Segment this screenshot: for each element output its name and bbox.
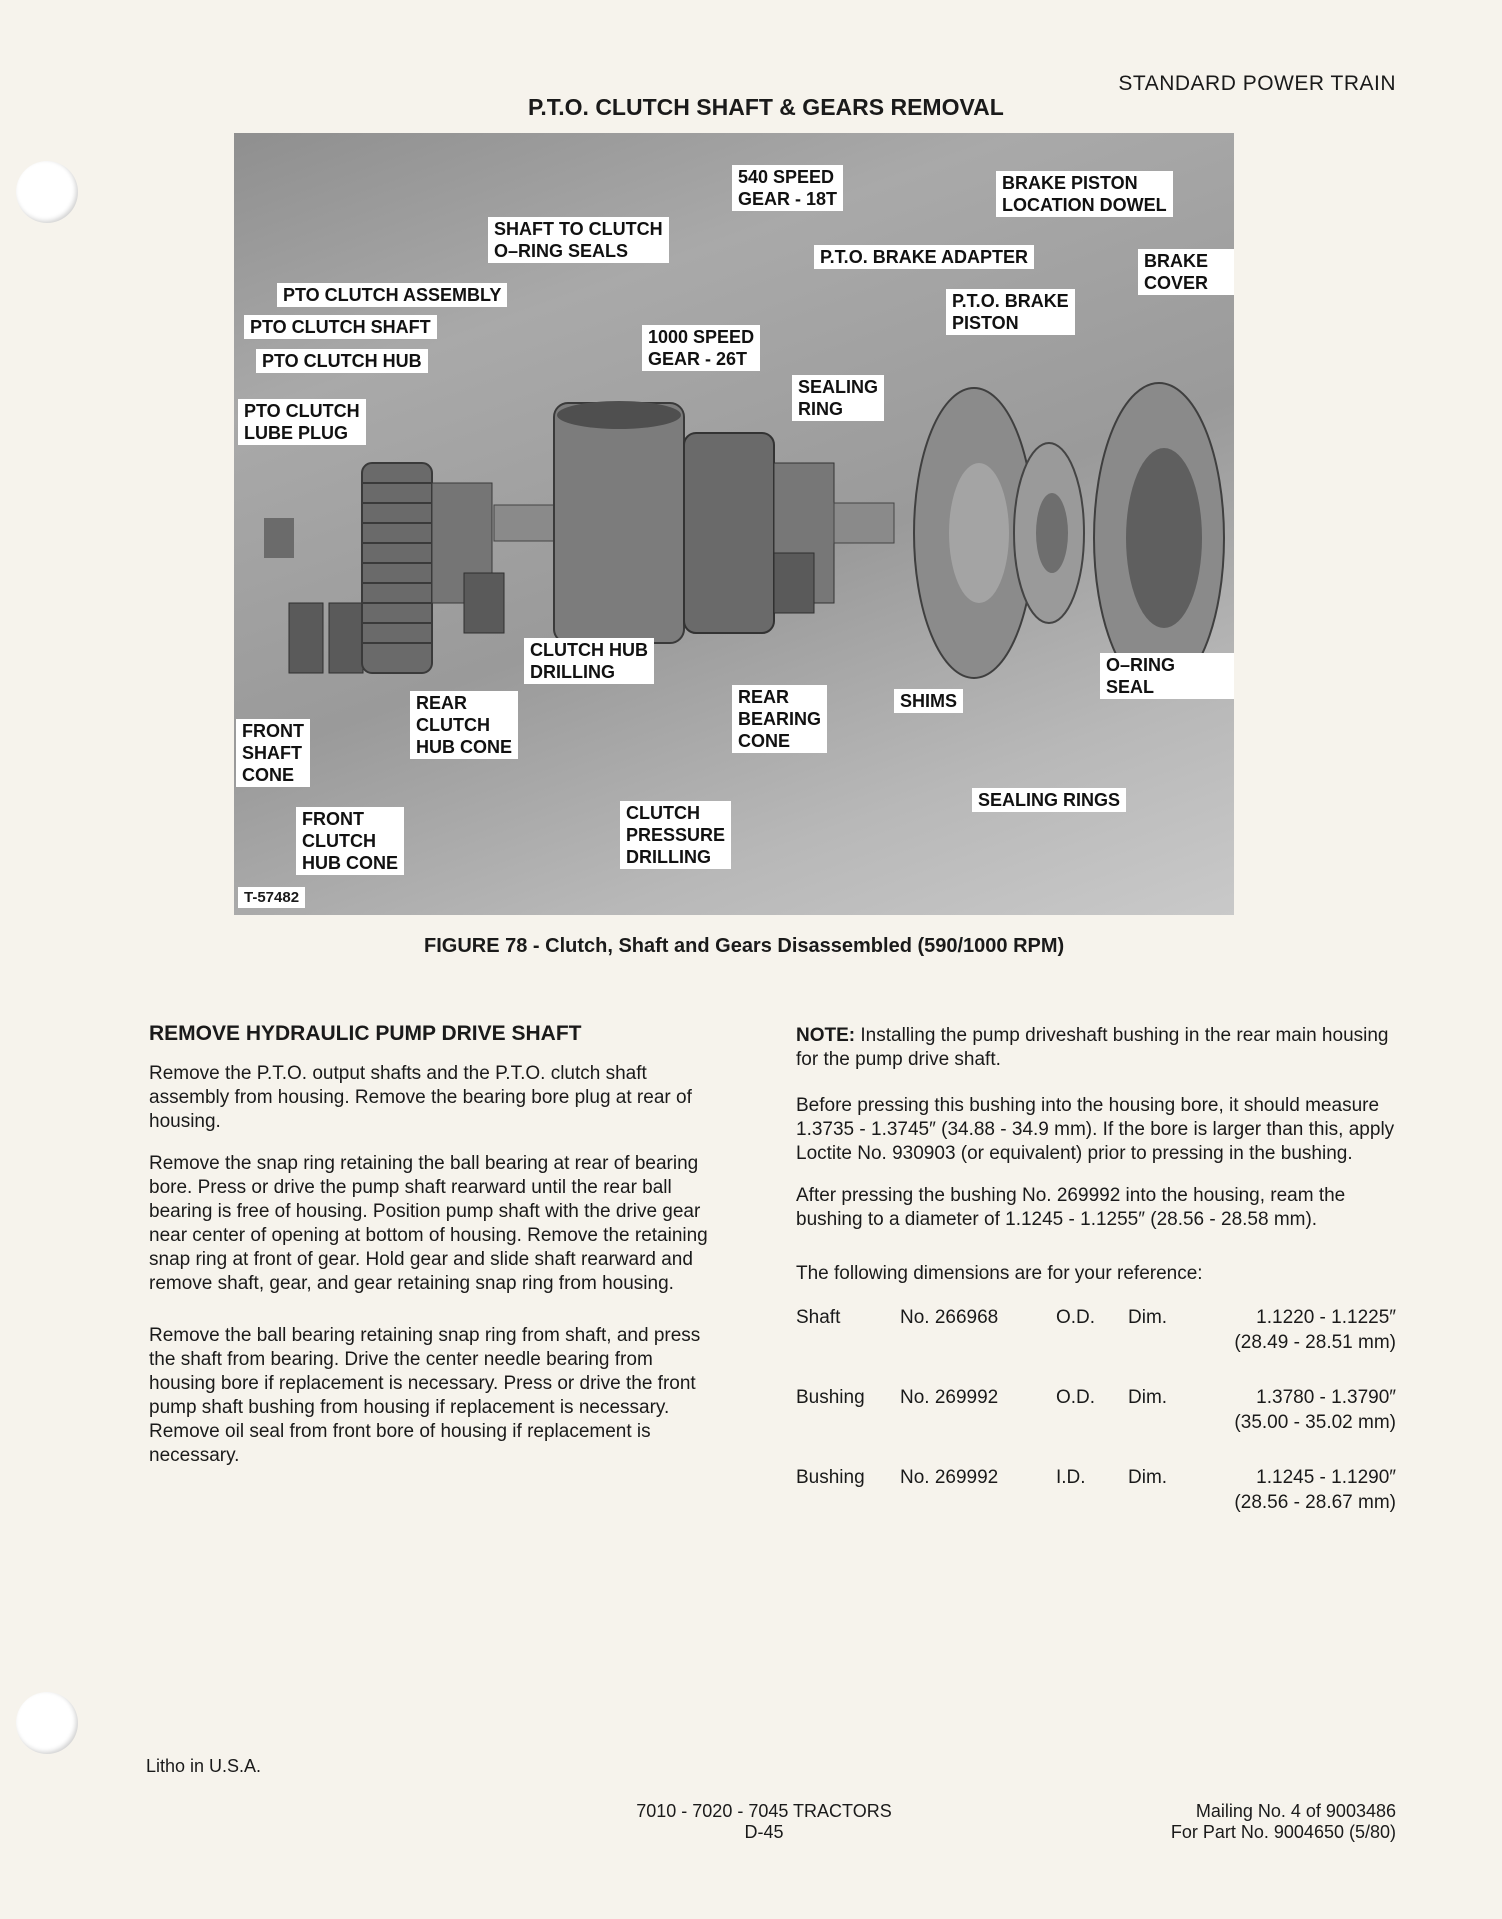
callout-front-clutch-hub-cone: FRONT CLUTCH HUB CONE — [296, 807, 404, 875]
part-number: For Part No. 9004650 (5/80) — [1170, 1822, 1396, 1842]
paragraph: Remove the ball bearing retaining snap ring from shaft, and press the shaft from bearing. Drive the center needle bearing from housing bore if replacement is necessary. Press or drive the front pump shaft bushing from housing if replacement is necessary. Remove oil seal from front bore of housing if replacement is necessary. — [149, 1325, 701, 1466]
dim-inches: 1.1245 - 1.1290″ — [1256, 1467, 1396, 1488]
callout-pto-clutch-lube-plug: PTO CLUTCH LUBE PLUG — [238, 399, 366, 445]
page-number: D-45 — [744, 1822, 784, 1842]
dim-inches: 1.3780 - 1.3790″ — [1256, 1387, 1396, 1408]
callout-brake-cover: BRAKE COVER — [1138, 249, 1234, 295]
callout-brake-piston-dowel: BRAKE PISTON LOCATION DOWEL — [996, 171, 1173, 217]
exploded-parts-photo — [234, 133, 1234, 915]
paragraph: Remove the P.T.O. output shafts and the P.T.O. clutch shaft assembly from housing. Remove the bearing bore plug at rear of housing. — [149, 1063, 692, 1132]
callout-clutch-pressure-drilling: CLUTCH PRESSURE DRILLING — [620, 801, 731, 869]
note-text: Installing the pump driveshaft bushing in the rear main housing for the pump drive shaft. — [796, 1025, 1389, 1070]
dim-mm: (28.49 - 28.51 mm) — [1234, 1332, 1396, 1353]
callout-pto-clutch-shaft: PTO CLUTCH SHAFT — [244, 315, 437, 339]
dim-number: No. 269992 — [900, 1467, 999, 1488]
dimension-row — [796, 1306, 1396, 1386]
photo-tag: T-57482 — [238, 887, 305, 908]
callout-o-ring-seal: O–RING SEAL — [1100, 653, 1234, 699]
callout-pto-clutch-hub: PTO CLUTCH HUB — [256, 349, 428, 373]
callout-clutch-hub-drilling: CLUTCH HUB DRILLING — [524, 638, 654, 684]
dimension-row — [796, 1386, 1396, 1466]
paragraph: The following dimensions are for your reference: — [796, 1263, 1203, 1284]
left-column — [149, 1022, 717, 1486]
paragraph: Before pressing this bushing into the housing bore, it should measure 1.3735 - 1.3745″ (34.88 - 34.9 mm). If the bore is larger than this, apply Loctite No. 930903 (or equivalent) prior to pressing in the bushing. — [796, 1095, 1395, 1164]
punch-hole-top — [16, 161, 78, 223]
callout-rear-clutch-hub-cone: REAR CLUTCH HUB CONE — [410, 691, 518, 759]
dim-part: Bushing — [796, 1467, 865, 1488]
callout-rear-bearing-cone: REAR BEARING CONE — [732, 685, 827, 753]
callout-sealing-ring: SEALING RING — [792, 375, 884, 421]
mailing-number: Mailing No. 4 of 9003486 — [1195, 1801, 1396, 1821]
dim-number: No. 269992 — [900, 1387, 999, 1408]
footer-model: 7010 - 7020 - 7045 TRACTORS — [636, 1801, 892, 1821]
callout-sealing-rings: SEALING RINGS — [972, 788, 1126, 812]
dim-label: Dim. — [1128, 1387, 1168, 1408]
paragraph: Remove the snap ring retaining the ball bearing at rear of bearing bore. Press or drive the pump shaft rearward until the rear ball bearing is free of housing. Position pump shaft with the drive gear near center of opening at bottom of housing. Remove the retaining snap ring at front of gear. Hold gear and slide shaft rearward and remove shaft, gear, and gear retaining snap ring from housing. — [149, 1153, 708, 1294]
dim-part: Shaft — [796, 1307, 841, 1328]
right-column — [796, 1024, 1396, 1546]
dim-type: O.D. — [1056, 1387, 1096, 1408]
dim-number: No. 266968 — [900, 1307, 999, 1328]
callout-1000-speed-gear: 1000 SPEED GEAR - 26T — [642, 325, 760, 371]
figure-caption: FIGURE 78 - Clutch, Shaft and Gears Disassembled (590/1000 RPM) — [424, 935, 1065, 957]
footer-center — [624, 1801, 904, 1843]
dim-mm: (28.56 - 28.67 mm) — [1234, 1492, 1396, 1513]
dim-label: Dim. — [1128, 1307, 1168, 1328]
callout-pto-brake-piston: P.T.O. BRAKE PISTON — [946, 289, 1075, 335]
dim-type: I.D. — [1056, 1467, 1086, 1488]
figure-title: P.T.O. CLUTCH SHAFT & GEARS REMOVAL — [528, 94, 1004, 120]
section-header: STANDARD POWER TRAIN — [1118, 72, 1396, 95]
footer-right — [1171, 1801, 1396, 1843]
dim-label: Dim. — [1128, 1467, 1168, 1488]
dim-part: Bushing — [796, 1387, 865, 1408]
note-label: NOTE: — [796, 1025, 856, 1046]
dim-type: O.D. — [1056, 1307, 1096, 1328]
litho-note: Litho in U.S.A. — [146, 1756, 262, 1776]
dimension-row — [796, 1466, 1396, 1546]
callout-shaft-to-clutch-seals: SHAFT TO CLUTCH O–RING SEALS — [488, 217, 669, 263]
dim-inches: 1.1220 - 1.1225″ — [1256, 1307, 1396, 1328]
section-heading: REMOVE HYDRAULIC PUMP DRIVE SHAFT — [149, 1022, 582, 1045]
paragraph: After pressing the bushing No. 269992 into the housing, ream the bushing to a diameter of 1.1245 - 1.1255″ (28.56 - 28.58 mm). — [796, 1185, 1346, 1230]
dim-mm: (35.00 - 35.02 mm) — [1234, 1412, 1396, 1433]
callout-pto-brake-adapter: P.T.O. BRAKE ADAPTER — [814, 245, 1034, 269]
callout-540-speed-gear: 540 SPEED GEAR - 18T — [732, 165, 843, 211]
note — [796, 1024, 1396, 1072]
callout-pto-clutch-assembly: PTO CLUTCH ASSEMBLY — [277, 283, 507, 307]
punch-hole-bottom — [16, 1692, 78, 1754]
callout-shims: SHIMS — [894, 689, 963, 713]
callout-front-shaft-cone: FRONT SHAFT CONE — [236, 719, 310, 787]
